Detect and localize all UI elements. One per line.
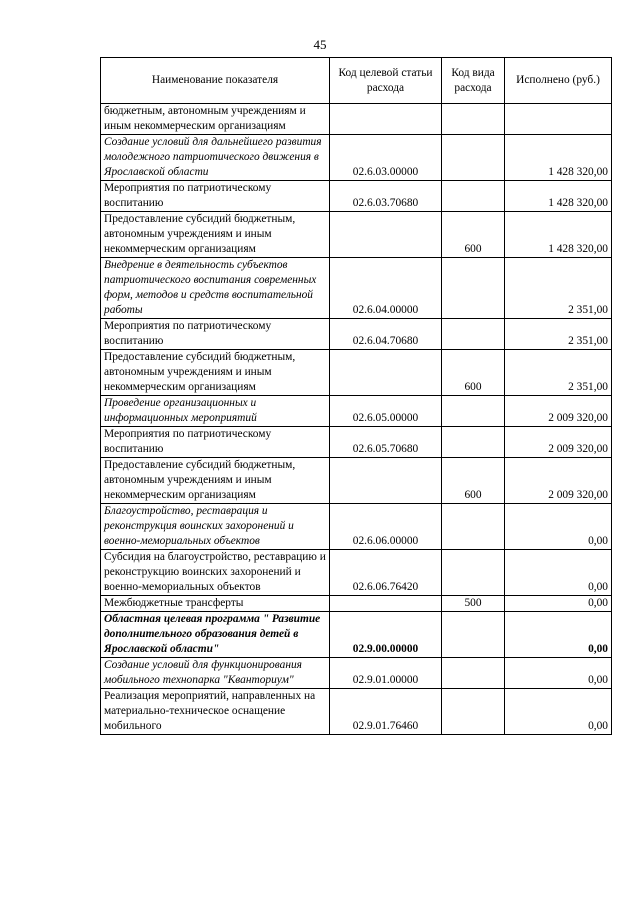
table-row	[101, 612, 612, 658]
cell-indicator-name: Создание условий для функционирования мобильного технопарка "Кванториум"	[101, 658, 330, 689]
cell-indicator-name: Благоустройство, реставрация и реконструкция воинских захоронений и военно-мемориальных объектов	[101, 504, 330, 550]
cell-indicator-name: Предоставление субсидий бюджетным, автономным учреждениям и иным некоммерческим организациям	[101, 458, 330, 504]
cell-target-item-code: 02.6.05.00000	[330, 396, 442, 427]
header-executed-amount: Исполнено (руб.)	[505, 58, 612, 104]
cell-indicator-name: бюджетным, автономным учреждениям и иным некоммерческим организациям	[101, 104, 330, 135]
cell-expense-kind-code	[442, 504, 505, 550]
page-number: 45	[313, 37, 327, 52]
cell-target-item-code: 02.6.03.00000	[330, 135, 442, 181]
header-target-item-code: Код целевой статьи расхода	[330, 58, 442, 104]
cell-indicator-name: Мероприятия по патриотическому воспитанию	[101, 181, 330, 212]
cell-indicator-name: Внедрение в деятельность субъектов патриотического воспитания современных форм, методов и средств воспитательной работы	[101, 258, 330, 319]
cell-expense-kind-code	[442, 181, 505, 212]
cell-executed-amount	[505, 104, 612, 135]
table-row	[101, 504, 612, 550]
table-row	[101, 550, 612, 596]
cell-expense-kind-code	[442, 258, 505, 319]
expenditure-table	[100, 57, 612, 735]
table-row	[101, 258, 612, 319]
cell-indicator-name: Создание условий для дальнейшего развития молодежного патриотического движения в Ярославской области	[101, 135, 330, 181]
cell-indicator-name: Предоставление субсидий бюджетным, автономным учреждениям и иным некоммерческим организациям	[101, 212, 330, 258]
table-row	[101, 658, 612, 689]
cell-target-item-code: 02.9.01.76460	[330, 689, 442, 735]
cell-executed-amount: 2 009 320,00	[505, 427, 612, 458]
cell-executed-amount: 2 009 320,00	[505, 396, 612, 427]
cell-indicator-name: Предоставление субсидий бюджетным, автономным учреждениям и иным некоммерческим организациям	[101, 350, 330, 396]
cell-indicator-name: Реализация мероприятий, направленных на материально-техническое оснащение мобильного	[101, 689, 330, 735]
header-expense-kind-code: Код вида расхода	[442, 58, 505, 104]
cell-executed-amount: 2 351,00	[505, 319, 612, 350]
cell-target-item-code	[330, 596, 442, 612]
cell-indicator-name: Мероприятия по патриотическому воспитанию	[101, 427, 330, 458]
cell-executed-amount: 0,00	[505, 689, 612, 735]
cell-expense-kind-code	[442, 689, 505, 735]
cell-indicator-name: Межбюджетные трансферты	[101, 596, 330, 612]
cell-expense-kind-code	[442, 550, 505, 596]
table-row	[101, 689, 612, 735]
cell-target-item-code: 02.6.04.00000	[330, 258, 442, 319]
cell-expense-kind-code	[442, 427, 505, 458]
cell-executed-amount: 2 351,00	[505, 258, 612, 319]
table-row	[101, 396, 612, 427]
table-row	[101, 596, 612, 612]
cell-target-item-code: 02.9.00.00000	[330, 612, 442, 658]
cell-expense-kind-code	[442, 658, 505, 689]
cell-indicator-name: Мероприятия по патриотическому воспитанию	[101, 319, 330, 350]
cell-executed-amount: 1 428 320,00	[505, 212, 612, 258]
cell-expense-kind-code: 600	[442, 350, 505, 396]
cell-target-item-code	[330, 104, 442, 135]
cell-expense-kind-code: 600	[442, 212, 505, 258]
cell-expense-kind-code	[442, 319, 505, 350]
table-header-row	[101, 58, 612, 104]
cell-executed-amount: 1 428 320,00	[505, 135, 612, 181]
table-body	[101, 104, 612, 735]
cell-target-item-code: 02.6.04.70680	[330, 319, 442, 350]
cell-executed-amount: 1 428 320,00	[505, 181, 612, 212]
cell-executed-amount: 2 351,00	[505, 350, 612, 396]
cell-indicator-name: Проведение организационных и информационных мероприятий	[101, 396, 330, 427]
cell-expense-kind-code	[442, 135, 505, 181]
table-row	[101, 104, 612, 135]
cell-target-item-code: 02.9.01.00000	[330, 658, 442, 689]
cell-indicator-name: Областная целевая программа " Развитие дополнительного образования детей в Ярославской области"	[101, 612, 330, 658]
cell-expense-kind-code	[442, 612, 505, 658]
cell-executed-amount: 0,00	[505, 504, 612, 550]
cell-executed-amount: 0,00	[505, 550, 612, 596]
cell-executed-amount: 0,00	[505, 658, 612, 689]
table-row	[101, 319, 612, 350]
cell-target-item-code: 02.6.03.70680	[330, 181, 442, 212]
cell-target-item-code	[330, 212, 442, 258]
header-indicator-name: Наименование показателя	[101, 58, 330, 104]
table-row	[101, 427, 612, 458]
table-row	[101, 350, 612, 396]
cell-target-item-code: 02.6.06.00000	[330, 504, 442, 550]
table-row	[101, 181, 612, 212]
cell-expense-kind-code	[442, 104, 505, 135]
cell-indicator-name: Субсидия на благоустройство, реставрацию и реконструкцию воинских захоронений и военно-мемориальных объектов	[101, 550, 330, 596]
cell-target-item-code: 02.6.06.76420	[330, 550, 442, 596]
cell-target-item-code	[330, 458, 442, 504]
cell-expense-kind-code: 500	[442, 596, 505, 612]
table-row	[101, 458, 612, 504]
cell-target-item-code	[330, 350, 442, 396]
cell-target-item-code: 02.6.05.70680	[330, 427, 442, 458]
cell-executed-amount: 0,00	[505, 596, 612, 612]
cell-executed-amount: 2 009 320,00	[505, 458, 612, 504]
table-row	[101, 135, 612, 181]
cell-expense-kind-code: 600	[442, 458, 505, 504]
cell-executed-amount: 0,00	[505, 612, 612, 658]
table-row	[101, 212, 612, 258]
cell-expense-kind-code	[442, 396, 505, 427]
